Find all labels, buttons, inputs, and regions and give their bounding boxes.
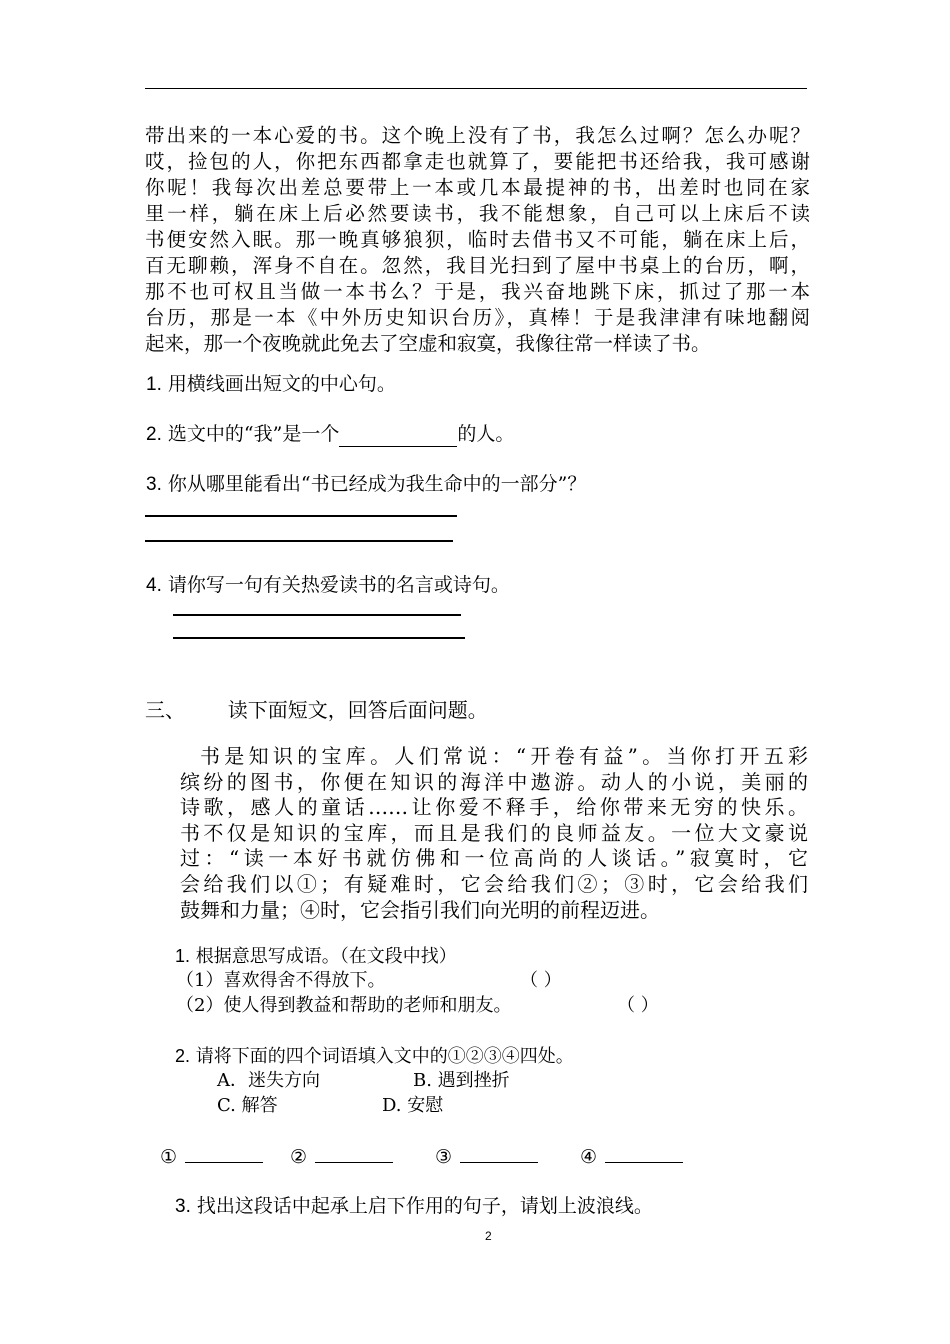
question-text: 用横线画出短文的中心句。 — [167, 373, 396, 395]
question-text: 根据意思写成语。（在文段中找） — [195, 946, 457, 967]
passage-line: 鼓舞和力量；④时，它会指引我们向光明的前程迈进。 — [180, 897, 660, 922]
question-text: 找出这段话中起承上启下作用的句子，请划上波浪线。 — [196, 1195, 653, 1217]
passage-line: 会给我们以①；有疑难时，它会给我们②；③时，它会给我们 — [180, 871, 808, 896]
question-text: 请你写一句有关热爱读书的名言或诗句。 — [167, 574, 510, 596]
section-title: 读下面短文，回答后面问题。 — [227, 698, 488, 722]
question-number: 1. — [175, 946, 191, 966]
answer-blank[interactable] — [605, 1144, 683, 1163]
answer-paren[interactable]: （ ） — [617, 995, 659, 1016]
subquestion-1 — [176, 970, 385, 992]
passage-line: 百无聊赖，浑身不自在。忽然，我目光扫到了屋中书桌上的台历，啊， — [145, 254, 810, 277]
question-number: 3. — [175, 1196, 191, 1217]
fill-blank-2[interactable] — [290, 1144, 393, 1168]
passage-line: 台历，那是一本《中外历史知识台历》，真棒！于是我津津有味地翻阅 — [145, 306, 810, 329]
question-number: 2. — [175, 1046, 191, 1066]
question-2 — [146, 422, 514, 447]
answer-line[interactable] — [145, 515, 457, 517]
question-text: 选文中的“我”是一个 — [167, 423, 340, 445]
passage-line: 诗歌，感人的童话……让你爱不释手，给你带来无穷的快乐。 — [180, 795, 808, 820]
answer-line[interactable] — [173, 637, 465, 639]
passage-line: 书不仅是知识的宝库，而且是我们的良师益友。一位大文豪说 — [180, 820, 808, 845]
question-number: 3. — [146, 474, 162, 495]
passage-line: 哎，捡包的人，你把东西都拿走也就算了，要能把书还给我，我可感谢 — [145, 150, 810, 173]
question-4 — [146, 573, 510, 598]
passage-line: 那不也可权且当做一本书么？于是，我兴奋地跳下床，抓过了那一本 — [145, 280, 810, 303]
question-number: 2. — [146, 424, 162, 445]
question-text-tail: 的人。 — [457, 423, 515, 445]
answer-blank[interactable] — [339, 422, 457, 447]
fill-blank-1[interactable] — [160, 1144, 263, 1168]
subquestion-text: （1）喜欢得舍不得放下。 — [176, 970, 386, 991]
answer-paren[interactable]: （ ） — [520, 970, 562, 991]
answer-blank[interactable] — [185, 1144, 263, 1163]
subquestion-text: （2）使人得到教益和帮助的老师和朋友。 — [176, 995, 512, 1016]
passage-2 — [180, 744, 808, 923]
option-b: B. 遇到挫折 — [413, 1070, 510, 1091]
option-d: D. 安慰 — [382, 1095, 444, 1116]
passage-1 — [145, 123, 810, 357]
question-3 — [146, 472, 586, 497]
passage-line: 带出来的一本心爱的书。这个晚上没有了书，我怎么过啊？怎么办呢？ — [145, 124, 810, 147]
question-text: 请将下面的四个词语填入文中的①②③④四处。 — [195, 1046, 574, 1067]
question-number: 1. — [146, 374, 162, 395]
answer-blank[interactable] — [315, 1144, 393, 1163]
question-2-3 — [175, 1195, 653, 1218]
question-2-2 — [175, 1045, 574, 1068]
blank-label: ① — [160, 1146, 178, 1168]
question-number: 4. — [146, 575, 162, 596]
passage-line: 过：“读一本好书就仿佛和一位高尚的人谈话。”寂寞时，它 — [180, 846, 808, 871]
answer-blank[interactable] — [460, 1144, 538, 1163]
header-rule — [145, 88, 807, 89]
blank-label: ④ — [580, 1146, 598, 1168]
page-number: 2 — [485, 1229, 492, 1243]
question-text: 你从哪里能看出“书已经成为我生命中的一部分”？ — [167, 473, 587, 495]
section-heading — [145, 697, 488, 723]
blank-label: ② — [290, 1146, 308, 1168]
subquestion-2 — [176, 995, 511, 1017]
answer-line[interactable] — [173, 614, 461, 616]
section-number: 三、 — [145, 698, 185, 722]
passage-line: 书是知识的宝库。人们常说：“开卷有益”。当你打开五彩 — [200, 744, 808, 768]
passage-line: 书便安然入眠。那一晚真够狼狈，临时去借书又不可能，躺在床上后， — [145, 228, 810, 251]
option-a: A．迷失方向 — [217, 1070, 320, 1091]
option-c: C. 解答 — [217, 1095, 278, 1116]
question-2-1 — [175, 945, 457, 968]
passage-line: 缤纷的图书，你便在知识的海洋中遨游。动人的小说，美丽的 — [180, 769, 808, 794]
passage-line: 里一样，躺在床上后必然要读书，我不能想象，自己可以上床后不读 — [145, 202, 810, 225]
question-1 — [146, 372, 396, 397]
answer-line[interactable] — [145, 540, 453, 542]
blank-label: ③ — [435, 1146, 453, 1168]
fill-blank-3[interactable] — [435, 1144, 538, 1168]
fill-blank-4[interactable] — [580, 1144, 683, 1168]
passage-line: 你呢！我每次出差总要带上一本或几本最提神的书，出差时也同在家 — [145, 176, 810, 199]
passage-line: 起来，那一个夜晚就此免去了空虚和寂寞，我像往常一样读了书。 — [145, 332, 711, 355]
